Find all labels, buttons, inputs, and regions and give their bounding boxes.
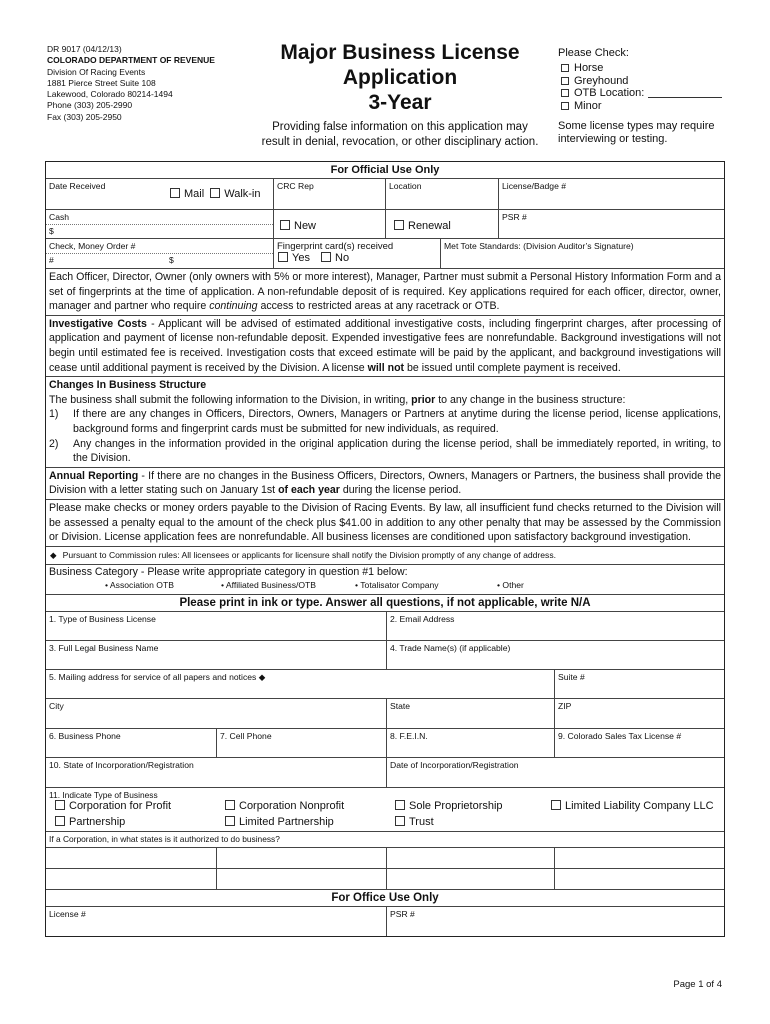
license-badge-label: License/Badge #	[502, 181, 567, 191]
annual-bold: of each year	[278, 484, 340, 497]
field-2-label: 2. Email Address	[390, 613, 455, 624]
minor-checkbox[interactable]	[561, 102, 569, 110]
cash-label: Cash	[49, 212, 70, 222]
field-7-label: 7. Cell Phone	[220, 730, 272, 741]
corp-state-cell[interactable]	[46, 869, 217, 889]
cash-field[interactable]	[46, 210, 274, 238]
check-amount-dollar: $	[169, 255, 174, 265]
pursuant-note	[46, 547, 724, 565]
new-option	[274, 210, 386, 238]
office-license-field[interactable]	[46, 907, 387, 936]
partnership-label: Partnership	[69, 815, 126, 828]
investigative-bold: will not	[367, 361, 405, 374]
changes-intro-b: to any change in the business structure:	[435, 393, 626, 406]
corp-state-cell[interactable]	[555, 848, 724, 868]
mail-checkbox[interactable]	[170, 188, 180, 198]
trade-name-field[interactable]	[387, 641, 724, 669]
diamond-icon: ◆	[50, 549, 57, 560]
greyhound-checkbox[interactable]	[561, 77, 569, 85]
tote-standards-label: Met Tote Standards: (Division Auditor’s Signature)	[444, 241, 634, 251]
partnership-checkbox[interactable]	[55, 816, 65, 826]
city-field[interactable]	[46, 699, 387, 728]
trust-checkbox[interactable]	[395, 816, 405, 826]
otb-location-field[interactable]	[648, 87, 722, 98]
crc-rep-field[interactable]	[274, 179, 386, 209]
license-note-1: Some license types may require	[558, 119, 715, 132]
corp-state-cell[interactable]	[217, 848, 387, 868]
fein-field[interactable]	[387, 729, 555, 757]
changes-intro-bold: prior	[411, 393, 436, 406]
field-9-label: 9. Colorado Sales Tax License #	[558, 730, 682, 741]
annual-reporting-title: Annual Reporting	[49, 469, 139, 482]
fax: Fax (303) 205-2950	[47, 111, 122, 122]
fingerprint-label: Fingerprint card(s) received	[277, 241, 394, 252]
title-line-2: Application	[342, 66, 458, 89]
agency-header	[47, 44, 215, 123]
item-1-text: If there are any changes in Officers, Directors, Owners, Managers or Partners at anytime during the license period, license applications, background forms and fingerprint cards must be submitted for new individuals, as required.	[73, 408, 721, 435]
yes-label: Yes	[292, 252, 310, 264]
changes-item-2	[49, 437, 721, 466]
new-checkbox[interactable]	[280, 220, 290, 230]
business-license-type-field[interactable]	[46, 612, 387, 640]
investigative-text-b: be issued until complete payment is received.	[404, 361, 621, 374]
form-id: DR 9017 (04/12/13)	[47, 44, 122, 54]
horse-checkbox[interactable]	[561, 64, 569, 72]
date-inc-label: Date of Incorporation/Registration	[390, 759, 519, 770]
legal-name-field[interactable]	[46, 641, 387, 669]
suite-label: Suite #	[558, 671, 585, 682]
requirements-text-b: access to restricted areas at any racetrack or OTB.	[257, 300, 500, 313]
annual-text-b: during the license period.	[339, 484, 462, 497]
incorporation-date-field[interactable]	[387, 758, 724, 787]
business-type-section	[46, 788, 724, 832]
corp-nonprofit-label: Corporation Nonprofit	[239, 799, 345, 812]
checks-paragraph: Please make checks or money orders payable to the Division of Racing Events. By law, all insufficient fund checks returned to the Division will be assessed a penalty equal to the amount of the check plus $41.00 in addition to any other penalty that may be assessed by the Commission or Division. License application fees are nonrefundable. All business licenses are conditioned upon satisfactory background investigation.	[46, 500, 724, 547]
check-money-order-label: Check, Money Order #	[49, 241, 136, 251]
page-number: Page 1 of 4	[673, 979, 722, 990]
trust-label: Trust	[409, 815, 434, 828]
title-line-3: 3-Year	[368, 91, 432, 114]
corp-state-cell[interactable]	[46, 848, 217, 868]
street-address: 1881 Pierce Street Suite 108	[47, 77, 156, 88]
requirements-text-a: Each Officer, Director, Owner (only owners with 5% or more interest), Manager, Partner must submit a Personal History Information Form and a set of fingerprints at the time of application. A non-refundable deposit of is required. Key applications required for each officer, director, owner, manager and partner who require	[49, 271, 721, 313]
tote-standards-field[interactable]	[441, 239, 724, 268]
category-other: • Other	[497, 579, 524, 590]
otb-checkbox[interactable]	[561, 89, 569, 97]
please-check-section	[558, 47, 722, 146]
item-2-text: Any changes in the information provided in the original application during the license period, shall be immediately reported, in writing, to the Division.	[73, 437, 721, 465]
business-phone-field[interactable]	[46, 729, 217, 757]
check-money-order-field[interactable]	[46, 239, 274, 268]
field-4-label: 4. Trade Name(s) (if applicable)	[390, 642, 511, 653]
location-label: Location	[389, 181, 422, 191]
office-use-title: For Office Use Only	[331, 891, 439, 904]
instructions-text: Please print in ink or type. Answer all questions, if not applicable, write N/A	[179, 596, 591, 609]
office-use-header	[46, 890, 724, 907]
state-label: State	[390, 700, 411, 711]
warning-line-1: Providing false information on this application may	[272, 121, 528, 133]
date-received-field[interactable]	[46, 179, 274, 209]
department-name: COLORADO DEPARTMENT OF REVENUE	[47, 55, 215, 66]
new-label: New	[294, 220, 317, 232]
category-affiliated: • Affiliated Business/OTB	[221, 579, 317, 590]
greyhound-label: Greyhound	[574, 74, 629, 87]
warning-line-2: result in denial, revocation, or other disciplinary action.	[261, 136, 539, 148]
suite-field[interactable]	[555, 670, 724, 698]
field-10-label: 10. State of Incorporation/Registration	[49, 759, 194, 770]
location-field[interactable]	[386, 179, 499, 209]
office-psr-label: PSR #	[390, 908, 415, 919]
license-note-2: interviewing or testing.	[558, 132, 668, 145]
field-8-label: 8. F.E.I.N.	[390, 730, 428, 741]
title-line-1: Major Business License	[280, 41, 520, 64]
no-label: No	[335, 252, 350, 264]
sole-prop-label: Sole Proprietorship	[409, 799, 503, 812]
llc-label: Limited Liability Company LLC	[565, 799, 714, 812]
field-1-label: 1. Type of Business License	[49, 613, 156, 624]
business-category-label: Business Category - Please write appropriate category in question #1 below:	[49, 565, 408, 578]
annual-reporting-paragraph	[46, 468, 724, 500]
corp-profit-checkbox[interactable]	[55, 800, 65, 810]
pursuant-text: Pursuant to Commission rules: All licensees or applicants for licensure shall notify the Division promptly of any change of address.	[62, 549, 557, 560]
item-1-number: 1)	[49, 408, 59, 421]
llc-checkbox[interactable]	[551, 800, 561, 810]
email-field[interactable]	[387, 612, 724, 640]
category-totalisator: • Totalisator Company	[355, 579, 439, 590]
requirements-italic: continuing	[209, 300, 258, 313]
fingerprint-yes-checkbox[interactable]	[278, 252, 288, 262]
official-use-header	[46, 162, 724, 179]
city-label: City	[49, 700, 64, 711]
mail-label: Mail	[184, 188, 205, 200]
renewal-checkbox[interactable]	[394, 220, 404, 230]
official-use-title: For Official Use Only	[330, 164, 440, 176]
requirements-paragraph	[46, 269, 724, 316]
changes-item-1	[49, 407, 721, 436]
date-received-label: Date Received	[49, 181, 106, 191]
corp-profit-label: Corporation for Profit	[69, 799, 172, 812]
otb-label: OTB Location:	[574, 87, 645, 100]
field-3-label: 3. Full Legal Business Name	[49, 642, 159, 653]
category-association-otb: • Association OTB	[105, 579, 174, 590]
license-badge-field[interactable]	[499, 179, 724, 209]
cash-dollar: $	[46, 224, 273, 236]
sales-tax-license-field[interactable]	[555, 729, 724, 757]
minor-label: Minor	[574, 100, 602, 113]
investigative-costs-title: Investigative Costs	[49, 317, 147, 330]
fingerprint-no-checkbox[interactable]	[321, 252, 331, 262]
renewal-option	[386, 210, 499, 238]
please-check-label: Please Check:	[558, 47, 629, 59]
phone: Phone (303) 205-2990	[47, 100, 133, 111]
renewal-label: Renewal	[408, 220, 451, 232]
investigative-costs-paragraph	[46, 316, 724, 377]
psr-label: PSR #	[502, 212, 527, 222]
zip-field[interactable]	[555, 699, 724, 728]
cell-phone-field[interactable]	[217, 729, 387, 757]
horse-label: Horse	[574, 61, 604, 74]
corp-state-cell[interactable]	[387, 869, 555, 889]
office-psr-field[interactable]	[387, 907, 724, 936]
state-field[interactable]	[387, 699, 555, 728]
form-title	[230, 40, 570, 150]
walkin-checkbox[interactable]	[210, 188, 220, 198]
annual-text-a: - If there are no changes in the Business Officers, Directors, Owners, Managers or Partners, the business shall provide the Division with a letter stating such on January 1st	[49, 469, 721, 497]
city-address: Lakewood, Colorado 80214-1494	[47, 89, 173, 100]
crc-rep-label: CRC Rep	[277, 181, 314, 191]
item-2-number: 2)	[49, 437, 59, 450]
corp-state-cell[interactable]	[217, 869, 387, 889]
mailing-address-field[interactable]	[46, 670, 555, 698]
instructions	[46, 595, 724, 612]
check-number-hash: #	[49, 255, 54, 265]
changes-title: Changes In Business Structure	[49, 379, 207, 392]
incorporation-state-field[interactable]	[46, 758, 387, 787]
walkin-label: Walk-in	[224, 188, 261, 200]
investigative-text-a: - Applicant will be advised of estimated additional investigative costs, including fingerprint charges, after processing of application and payment of license non-refundable deposit. Expended investigative fees are nonrefundable. Background investigations will not begin until estimated fee is received. Investigation costs that exceed estimate will be paid by the applicant, and background investigations will cease until additional payment is received by the Division. A license	[49, 317, 721, 374]
application-form	[45, 161, 725, 937]
corp-state-cell[interactable]	[555, 869, 724, 889]
zip-label: ZIP	[558, 700, 572, 711]
corp-states-label: If a Corporation, in what states is it authorized to do business?	[49, 833, 280, 844]
sole-prop-checkbox[interactable]	[395, 800, 405, 810]
office-license-label: License #	[49, 908, 86, 919]
limited-partnership-checkbox[interactable]	[225, 816, 235, 826]
fingerprint-field	[274, 239, 441, 268]
corp-state-cell[interactable]	[387, 848, 555, 868]
field-11-label: 11. Indicate Type of Business	[49, 789, 158, 800]
division-name: Division Of Racing Events	[47, 66, 146, 77]
psr-field[interactable]	[499, 210, 724, 238]
corp-nonprofit-checkbox[interactable]	[225, 800, 235, 810]
limited-partnership-label: Limited Partnership	[239, 815, 334, 828]
field-6-label: 6. Business Phone	[49, 730, 121, 741]
changes-intro-a: The business shall submit the following information to the Division, in writing,	[49, 393, 412, 406]
business-category	[46, 565, 724, 595]
field-5-label: 5. Mailing address for service of all papers and notices ◆	[49, 671, 266, 682]
changes-paragraph	[46, 377, 724, 468]
